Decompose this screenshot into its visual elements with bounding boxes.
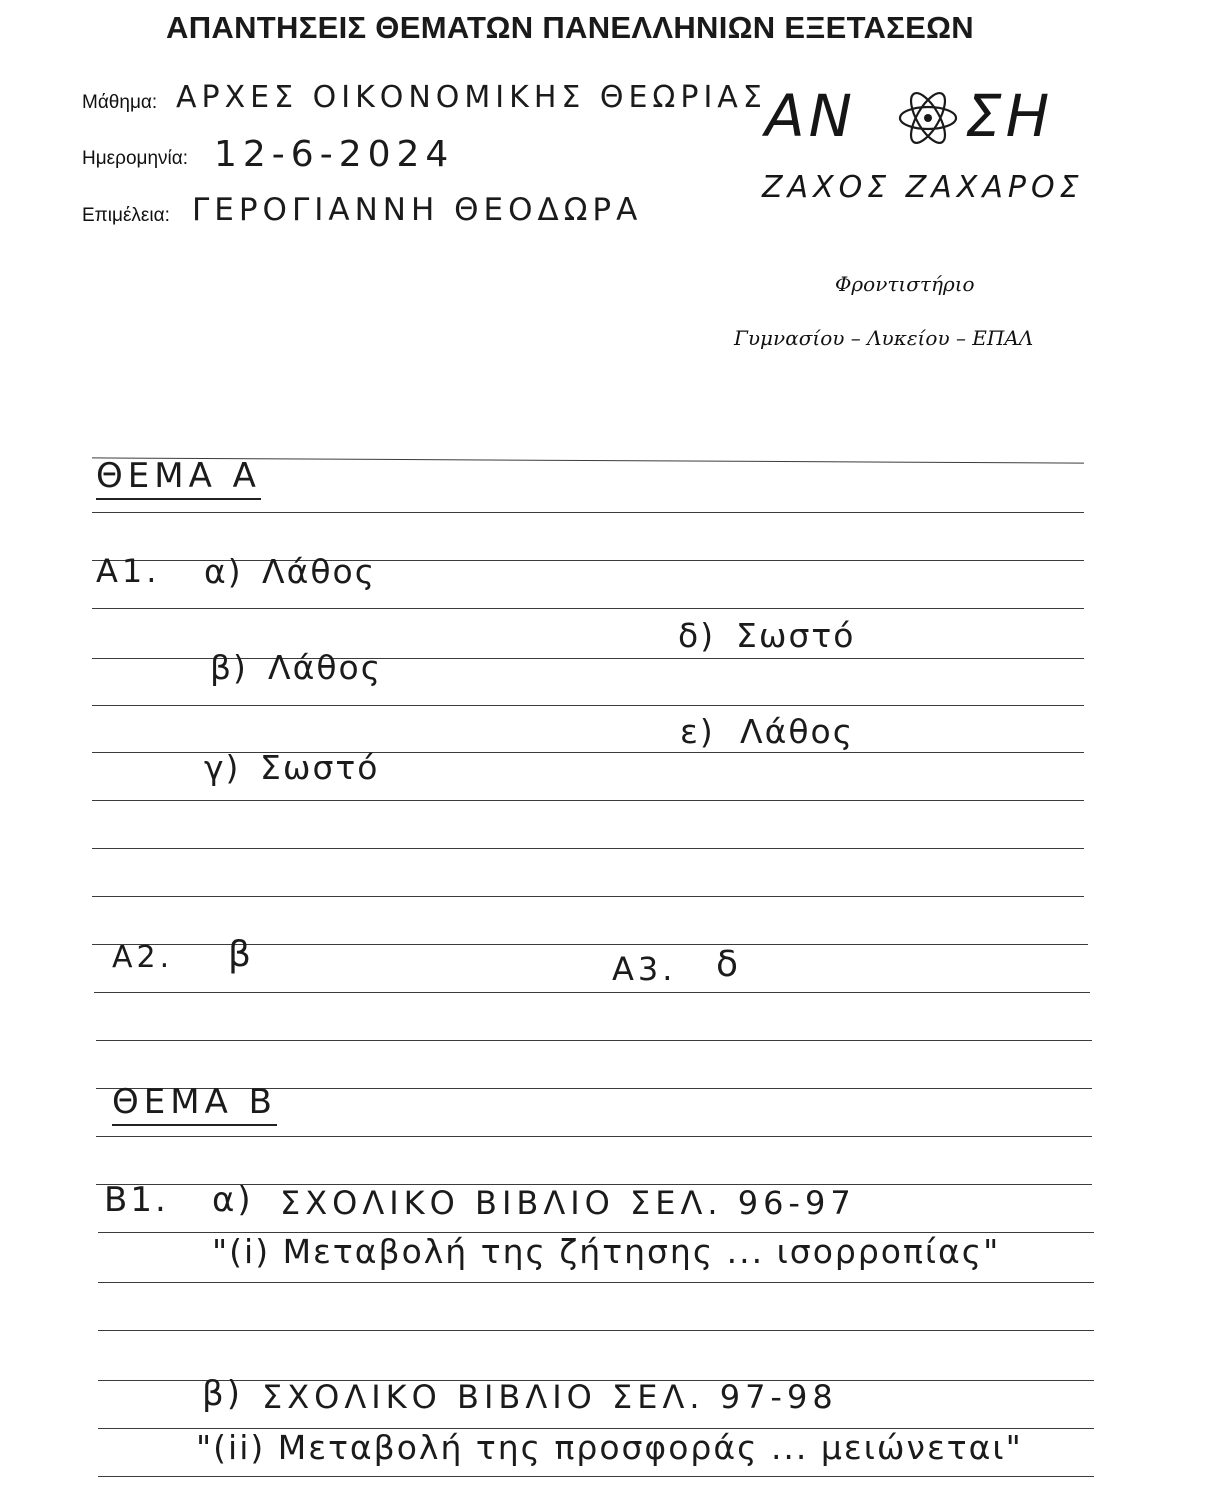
ruled-line bbox=[92, 800, 1084, 801]
ruled-line bbox=[92, 512, 1084, 513]
editor-value: ΓΕΡΟΓΙΑΝΝΗ ΘΕΟΔΩΡΑ bbox=[192, 192, 643, 228]
a2-answer: β bbox=[228, 934, 255, 975]
a1-item-letter: α) bbox=[204, 552, 243, 591]
a1-item-answer: Λάθος bbox=[268, 648, 383, 687]
ruled-line bbox=[96, 1040, 1092, 1041]
editor-label: Επιμέλεια: bbox=[82, 205, 170, 226]
b1-label: Β1. bbox=[104, 1180, 169, 1220]
subject-value: ΑΡΧΕΣ ΟΙΚΟΝΟΜΙΚΗΣ ΘΕΩΡΙΑΣ bbox=[176, 80, 767, 115]
a1-item-letter: δ) bbox=[678, 616, 716, 655]
a1-item-answer: Λάθος bbox=[262, 552, 377, 591]
a1-item-letter: γ) bbox=[204, 748, 241, 787]
atom-icon bbox=[893, 84, 963, 152]
ruled-line bbox=[94, 992, 1090, 993]
b1-a-reference: ΣΧΟΛΙΚΟ ΒΙΒΛΙΟ ΣΕΛ. 96-97 bbox=[280, 1184, 856, 1222]
ruled-line bbox=[92, 752, 1084, 753]
a1-label: Α1. bbox=[96, 552, 161, 590]
theme-b-heading: ΘΕΜΑ Β bbox=[112, 1082, 277, 1126]
ruled-line bbox=[96, 1136, 1092, 1137]
logo-text-left: ΑΝ bbox=[765, 82, 857, 150]
ruled-line bbox=[92, 848, 1084, 849]
b1-a-letter: α) bbox=[212, 1180, 254, 1220]
a1-item-letter: ε) bbox=[680, 712, 715, 751]
ruled-line bbox=[98, 1330, 1094, 1331]
a1-item-letter: β) bbox=[210, 648, 248, 687]
ruled-line bbox=[98, 1282, 1094, 1283]
b1-b-quote: "(ii) Μεταβολή της προσφοράς ... μειώνεται" bbox=[196, 1428, 1023, 1467]
a2-label: Α2. bbox=[112, 940, 174, 975]
page-title: ΑΠΑΝΤΗΣΕΙΣ ΘΕΜΑΤΩΝ ΠΑΝΕΛΛΗΝΙΩΝ ΕΞΕΤΑΣΕΩΝ bbox=[166, 10, 974, 45]
a1-item-answer: Λάθος bbox=[740, 712, 855, 751]
logo bbox=[765, 82, 1095, 152]
subject-label: Μάθημα: bbox=[82, 92, 158, 113]
tutoring-levels: Γυμνασίου – Λυκείου – ΕΠΑΛ bbox=[734, 326, 1034, 350]
b1-b-reference: ΣΧΟΛΙΚΟ ΒΙΒΛΙΟ ΣΕΛ. 97-98 bbox=[262, 1378, 838, 1416]
ruled-line bbox=[92, 705, 1084, 706]
b1-b-letter: β) bbox=[202, 1374, 243, 1414]
b1-a-quote: "(i) Μεταβολή της ζήτησης ... ισορροπίας" bbox=[212, 1232, 1001, 1271]
a1-item-answer: Σωστό bbox=[260, 748, 380, 787]
date-value: 12-6-2024 bbox=[214, 134, 455, 175]
ruled-line bbox=[92, 896, 1084, 897]
ruled-line bbox=[92, 608, 1084, 609]
a3-label: Α3. bbox=[612, 950, 677, 988]
theme-a-heading: ΘΕΜΑ Α bbox=[96, 456, 261, 500]
logo-text-right: ΣΗ bbox=[965, 82, 1054, 150]
logo-owner: ΖΑΧΟΣ ΖΑΧΑΡΟΣ bbox=[762, 170, 1084, 205]
tutoring-label: Φροντιστήριο bbox=[835, 272, 975, 296]
date-label: Ημερομηνία: bbox=[82, 148, 189, 169]
a1-item-answer: Σωστό bbox=[736, 616, 856, 655]
ruled-line bbox=[98, 1476, 1094, 1477]
a3-answer: δ bbox=[716, 944, 743, 985]
